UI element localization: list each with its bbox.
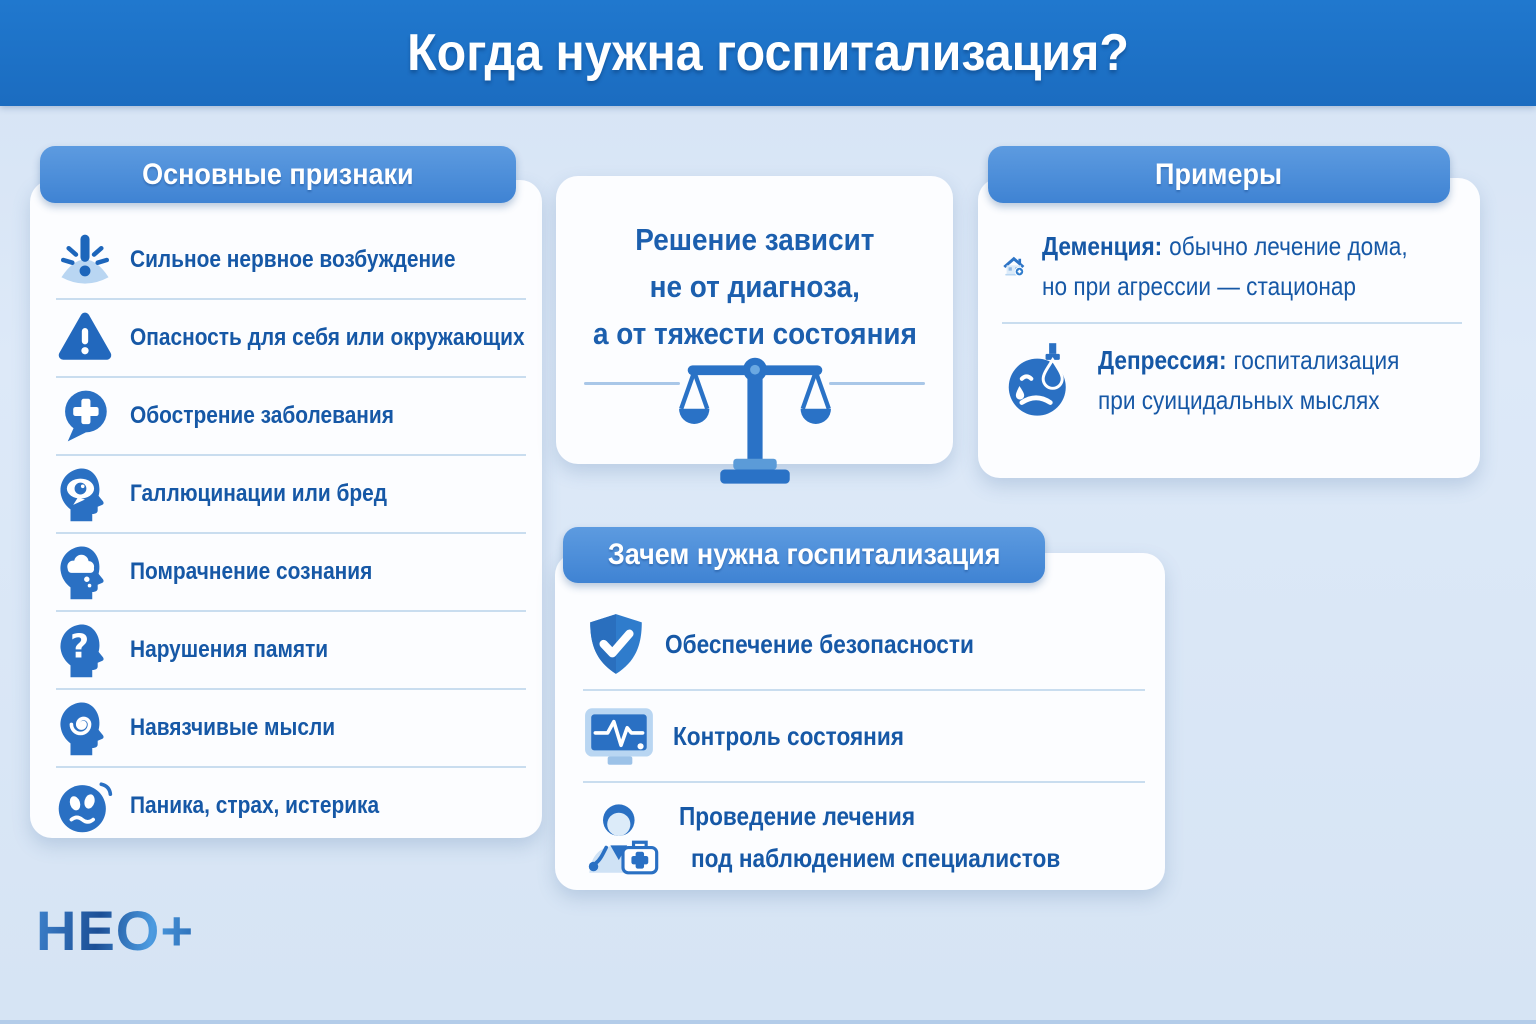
reason-label: Проведение лечения	[679, 801, 916, 831]
examples-list	[978, 210, 1480, 436]
logo-text: НЕО+	[36, 899, 195, 962]
head-cloud-icon	[56, 543, 114, 601]
signs-header-label: Основные признаки	[142, 157, 414, 191]
sign-label: Паника, страх, истерика	[130, 792, 380, 819]
example-text: обычно лечение дома,	[1168, 231, 1408, 261]
head-panic-icon	[56, 777, 114, 835]
examples-header-label: Примеры	[1155, 157, 1283, 191]
sign-row	[56, 768, 526, 844]
signs-card	[30, 180, 542, 838]
reason-label: Контроль состояния	[673, 721, 904, 751]
monitor-ecg-icon	[583, 703, 657, 769]
sign-label: Галлюцинации или бред	[130, 480, 388, 507]
sign-row	[56, 456, 526, 534]
reason-row	[583, 691, 1145, 783]
reason-row	[583, 599, 1145, 691]
examples-header-pill	[988, 146, 1450, 203]
decision-line-2: не от диагноза,	[649, 269, 860, 304]
example-text: но при агрессии — стационар	[1041, 271, 1356, 301]
reasons-header-label: Зачем нужна госпитализация	[607, 538, 1001, 571]
reasons-header-pill	[563, 527, 1045, 583]
depression-face-icon	[1002, 342, 1082, 418]
example-term: Депрессия:	[1098, 345, 1227, 375]
medical-cross-bubble-icon	[56, 387, 114, 445]
decision-divider-right	[829, 382, 925, 385]
sign-row	[56, 534, 526, 612]
logo	[36, 898, 194, 963]
shield-check-icon	[583, 611, 649, 677]
head-question-icon	[56, 621, 114, 679]
sign-row	[56, 300, 526, 378]
reasons-list	[555, 599, 1165, 891]
example-row	[1002, 210, 1462, 324]
sign-row	[56, 222, 526, 300]
sign-row	[56, 378, 526, 456]
shock-exclamation-icon	[56, 231, 114, 289]
reasons-card	[555, 553, 1165, 890]
sign-label: Помрачнение сознания	[130, 558, 373, 585]
sign-label: Сильное нервное возбуждение	[130, 246, 456, 273]
examples-card	[978, 178, 1480, 478]
sign-label: Нарушения памяти	[130, 636, 329, 663]
reason-row	[583, 783, 1145, 891]
sign-row	[56, 612, 526, 690]
house-plus-icon	[1002, 228, 1026, 304]
sign-row	[56, 690, 526, 768]
decision-line-3: а от тяжести состояния	[592, 316, 917, 351]
sign-label: Навязчивые мысли	[130, 714, 336, 741]
example-term: Деменция:	[1041, 231, 1162, 261]
example-text: госпитализация	[1233, 345, 1400, 375]
warning-triangle-icon	[56, 309, 114, 367]
balance-scale-icon	[679, 348, 831, 493]
sign-label: Опасность для себя или окружающих	[130, 324, 525, 351]
head-eye-icon	[56, 465, 114, 523]
example-text: при суицидальных мыслях	[1098, 385, 1380, 415]
example-row	[1002, 324, 1462, 436]
reason-label: Обеспечение безопасности	[665, 629, 974, 659]
decision-text	[556, 216, 953, 357]
reason-label-line2: под наблюдением специалистов	[691, 843, 1061, 873]
sign-label: Обострение заболевания	[130, 402, 394, 429]
signs-list	[30, 222, 542, 844]
page-title: Когда нужна госпитализация?	[407, 24, 1129, 82]
bottom-accent-line	[0, 1020, 1536, 1024]
decision-card	[556, 176, 953, 464]
svg-text:?: ?	[70, 627, 90, 666]
decision-divider-left	[584, 382, 680, 385]
page-header	[0, 0, 1536, 106]
doctor-icon	[583, 798, 663, 876]
decision-line-1: Решение зависит	[634, 222, 875, 257]
head-spiral-icon	[56, 699, 114, 757]
signs-header-pill	[40, 146, 516, 203]
